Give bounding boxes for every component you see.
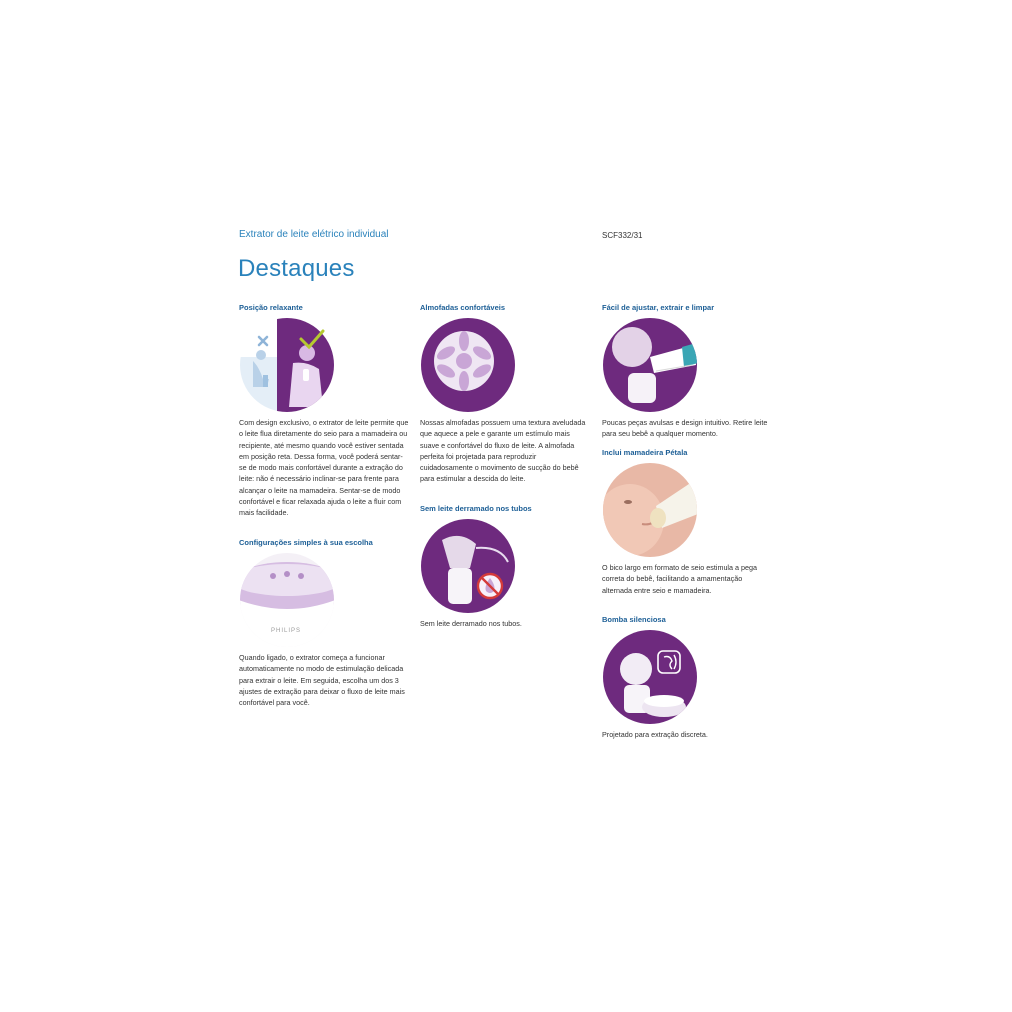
feature-text: Sem leite derramado nos tubos.	[420, 619, 522, 628]
massage-cushion	[420, 317, 516, 413]
feature-text: Nossas almofadas possuem uma textura aveludada que aquece a pele e garante um estímulo mais suave e confortável do fluxo de leite. A almofada perfeita foi projetada para reproduzir cuidadosamente o movimento de sucção do bebê para estimular a descida do leite.	[420, 418, 586, 484]
feature-heading: Fácil de ajustar, extrair e limpar	[602, 303, 715, 312]
model-number: SCF332/31	[602, 231, 643, 240]
feature-relaxed-position	[239, 303, 409, 519]
page-title: Destaques	[238, 255, 355, 282]
product-name: Extrator de leite elétrico individual	[239, 229, 389, 240]
feature-text: Com design exclusivo, o extrator de leite permite que o leite flua diretamente do seio para a mamadeira ou recipiente, até mesmo quando você estiver sentada em posição reta. Dessa forma, você poderá sentar-se de modo mais confortável durante a extração do leite: não é necessário inclinar-se para frente para alcançar o leite na mamadeira. Sentar-se de modo confortável e ficar relaxada ajuda o leite a fluir com mais facilidade.	[239, 418, 409, 518]
feature-text: Poucas peças avulsas e design intuitivo. Retire leite para seu bebê a qualquer momento.	[602, 418, 768, 439]
relaxed-position-illustration	[239, 317, 335, 413]
feature-comfort-cushions	[420, 303, 590, 485]
feature-heading: Inclui mamadeira Pétala	[602, 448, 688, 457]
feature-quiet-pump	[602, 615, 772, 740]
feature-easy-clean	[602, 303, 772, 440]
feature-heading: Sem leite derramado nos tubos	[420, 504, 532, 513]
feature-text: O bico largo em formato de seio estimula a pega correta do bebê, facilitando a amamentação alternada entre seio e mamadeira.	[602, 563, 758, 595]
feature-heading: Almofadas confortáveis	[420, 303, 506, 312]
quiet-pump	[602, 629, 698, 725]
pump-motor-unit	[239, 552, 335, 648]
feature-simple-settings	[239, 538, 409, 708]
feature-text: Quando ligado, o extrator começa a funcionar automaticamente no modo de estimulação delicada para extrair o leite. Em seguida, escolha um dos 3 ajustes de extração para deixar o fluxo de leite mais confortável para você.	[239, 653, 405, 708]
feature-heading: Bomba silenciosa	[602, 615, 666, 624]
no-milk-in-tubes	[420, 518, 516, 614]
baby-bottle-feeding	[602, 462, 698, 558]
feature-heading: Configurações simples à sua escolha	[239, 538, 373, 547]
feature-text: Projetado para extração discreta.	[602, 730, 708, 739]
pump-parts-brush	[602, 317, 698, 413]
brand-logo-text: PHILIPS	[271, 628, 302, 634]
feature-heading: Posição relaxante	[239, 303, 303, 312]
feature-bottle-included	[602, 448, 772, 596]
feature-no-milk-tubes	[420, 504, 590, 629]
